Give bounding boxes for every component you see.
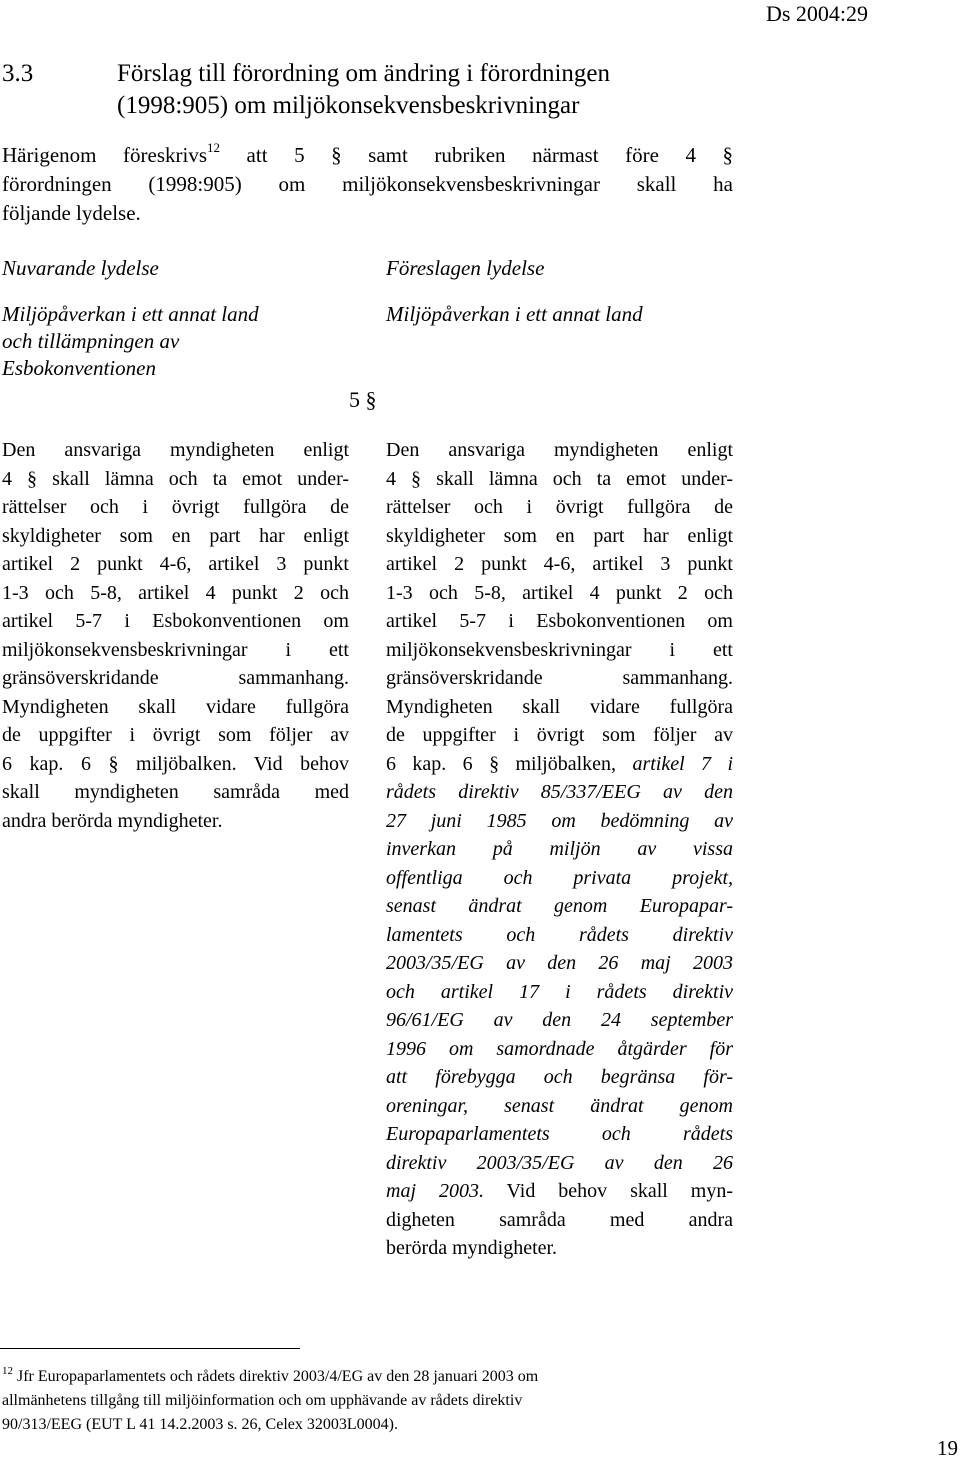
text-line: 1-3 och 5-8, artikel 4 punkt 2 och bbox=[386, 581, 733, 604]
text-line: digheten samråda med andra bbox=[386, 1208, 733, 1231]
section-title-line: Förslag till förordning om ändring i förordningen bbox=[117, 60, 610, 87]
footnote-line: 90/313/EEG (EUT L 41 14.2.2003 s. 26, Celex 32003L0004). bbox=[2, 1416, 398, 1433]
text-line: 4 § skall lämna och ta emot under- bbox=[386, 467, 733, 490]
text-line: senast ändrat genom Europapar- bbox=[386, 895, 733, 917]
text-line: de uppgifter i övrigt som följer av bbox=[386, 724, 733, 746]
text-line: skyldigheter som en part har enligt bbox=[386, 524, 733, 547]
text-line: Den ansvariga myndigheten enligt bbox=[2, 439, 349, 461]
footnote-number: 12 bbox=[2, 1365, 13, 1377]
page-number: 19 bbox=[937, 1436, 958, 1460]
section-title-line: (1998:905) om miljökonsekvensbeskrivningar bbox=[117, 92, 580, 119]
text-line: oreningar, senast ändrat genom bbox=[386, 1094, 733, 1117]
text-line: 27 juni 1985 om bedömning av bbox=[386, 809, 733, 832]
footnote-divider bbox=[0, 1348, 300, 1349]
text-line: berörda myndigheter. bbox=[386, 1237, 558, 1259]
document-id: Ds 2004:29 bbox=[765, 1, 868, 26]
intro-line: förordningen (1998:905) om miljökonsekvensbeskrivningar skall ha bbox=[2, 172, 733, 196]
proposed-rubrik: Miljöpåverkan i ett annat land bbox=[386, 302, 643, 326]
text-line: skall myndigheten samråda med bbox=[2, 781, 349, 803]
text-line: rådets direktiv 85/337/EEG av den bbox=[386, 781, 733, 803]
footnote-line: $^{12}$ Jfr Europaparlamentets och rådets direktiv 2003/4/EG av den 28 januari 2003 om bbox=[2, 1365, 539, 1385]
current-paragraph-text bbox=[2, 436, 349, 835]
text-line: 6 kap. 6 § miljöbalken, artikel 7 i bbox=[386, 752, 734, 775]
text-line: Myndigheten skall vidare fullgöra bbox=[2, 695, 349, 718]
text-line: de uppgifter i övrigt som följer av bbox=[2, 724, 349, 746]
text-line: lamentets och rådets direktiv bbox=[386, 923, 733, 946]
text-line: maj 2003. Vid behov skall myn- bbox=[386, 1180, 733, 1202]
footnote bbox=[2, 1365, 702, 1437]
current-rubrik: Miljöpåverkan i ett annat land och tillämpningen av Esbokonventionen bbox=[2, 302, 259, 380]
text-line: och artikel 17 i rådets direktiv bbox=[386, 980, 733, 1003]
text-line: direktiv 2003/35/EG av den 26 bbox=[386, 1151, 733, 1174]
proposed-wording-heading: Föreslagen lydelse bbox=[386, 256, 545, 280]
text-line: gränsöverskridande sammanhang. bbox=[386, 667, 733, 689]
text-line: 2003/35/EG av den 26 maj 2003 bbox=[386, 952, 733, 974]
proposed-paragraph-text bbox=[386, 436, 733, 1263]
text-line: offentliga och privata projekt, bbox=[386, 866, 733, 889]
text-line: miljökonsekvensbeskrivningar i ett bbox=[386, 638, 733, 661]
text-line: skyldigheter som en part har enligt bbox=[2, 524, 349, 547]
text-line: Myndigheten skall vidare fullgöra bbox=[386, 695, 733, 718]
text-line: 1996 om samordnade åtgärder för bbox=[386, 1037, 733, 1060]
current-wording-heading: Nuvarande lydelse bbox=[2, 256, 159, 280]
text-line: 6 kap. 6 § miljöbalken. Vid behov bbox=[2, 752, 349, 775]
footnote-line: allmänhetens tillgång till miljöinformation och om upphävande av rådets direktiv bbox=[2, 1392, 523, 1409]
text-line: gränsöverskridande sammanhang. bbox=[2, 667, 349, 689]
section-heading bbox=[2, 58, 902, 128]
text-line: artikel 5-7 i Esbokonventionen om bbox=[386, 610, 733, 632]
intro-line: Härigenom föreskrivs$^{12}$ att 5 § samt rubriken närmast före 4 § bbox=[2, 140, 733, 167]
intro-paragraph bbox=[2, 141, 733, 228]
paragraph-marker: 5 § bbox=[349, 387, 377, 412]
text-line: 4 § skall lämna och ta emot under- bbox=[2, 467, 349, 490]
text-line: miljökonsekvensbeskrivningar i ett bbox=[2, 638, 349, 661]
text-line: 1-3 och 5-8, artikel 4 punkt 2 och bbox=[2, 581, 349, 604]
text-line: artikel 2 punkt 4-6, artikel 3 punkt bbox=[2, 553, 349, 575]
footnote-reference[interactable]: 12 bbox=[207, 140, 220, 155]
text-line: Europaparlamentets och rådets bbox=[386, 1123, 733, 1145]
text-line: att förebygga och begränsa för- bbox=[386, 1066, 733, 1088]
text-line: 96/61/EG av den 24 september bbox=[386, 1009, 733, 1031]
text-line: rättelser och i övrigt fullgöra de bbox=[386, 496, 733, 518]
intro-line: följande lydelse. bbox=[2, 201, 141, 225]
text-line: artikel 2 punkt 4-6, artikel 3 punkt bbox=[386, 553, 733, 575]
section-number: 3.3 bbox=[2, 60, 34, 87]
text-line: artikel 5-7 i Esbokonventionen om bbox=[2, 610, 349, 632]
text-line: Den ansvariga myndigheten enligt bbox=[386, 439, 733, 461]
text-line: rättelser och i övrigt fullgöra de bbox=[2, 496, 349, 518]
section-title bbox=[117, 58, 817, 122]
text-line: inverkan på miljön av vissa bbox=[386, 838, 733, 860]
text-line: andra berörda myndigheter. bbox=[2, 809, 223, 832]
